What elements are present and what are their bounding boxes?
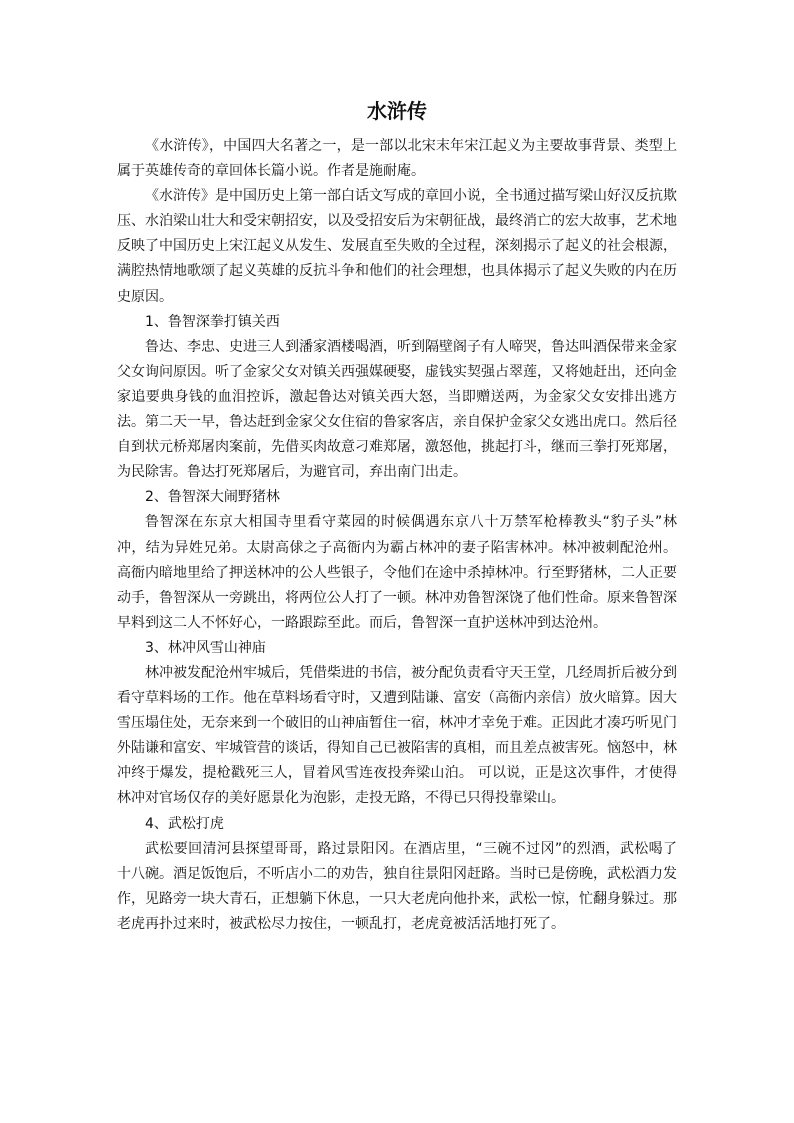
document-body [117, 134, 677, 937]
section-heading-3: 3、林冲风雪山神庙 [145, 639, 266, 656]
section-body-2: 鲁智深在东京大相国寺里看守菜园的时候偶遇东京八十万禁军枪棒教头“豹子头”林冲，结为异姓兄弟。太尉高俅之子高衙内为霸占林冲的妻子陷害林冲。林冲被刺配沧州。 高衙内暗地里给了押送林冲的公人些银子，令他们在途中杀掉林冲。行至野猪林，二人正要动手，鲁智深从一旁跳出，将两位公人打了一顿。林冲劝鲁智深饶了他们性命。原来鲁智深早料到这二人不怀好心，一路跟踪至此。而后，鲁智深一直护送林冲到达沧州。 [117, 514, 677, 631]
section-heading-4: 4、武松打虎 [145, 815, 224, 832]
document-title: 水浒传 [367, 99, 427, 123]
section-heading-1: 1、鲁智深拳打镇关西 [145, 313, 280, 330]
section-body-1: 鲁达、李忠、史进三人到潘家酒楼喝酒，听到隔壁阁子有人啼哭，鲁达叫酒保带来金家父女询问原因。听了金家父女对镇关西强媒硬娶，虚钱实契强占翠莲，又将她赶出，还向金家追要典身钱的血泪控诉，激起鲁达对镇关西大怒，当即赠送两，为金家父女安排出逃方法。第二天一早，鲁达赶到金家父女住宿的鲁家客店，亲自保护金家父女逃出虎口。然后径自到状元桥郑屠肉案前，先借买肉故意刁难郑屠，激怒他，挑起打斗，继而三拳打死郑屠，为民除害。鲁达打死郑屠后，为避官司，弃出南门出走。 [117, 338, 677, 481]
intro-paragraph-1: 《水浒传》，中国四大名著之一，是一部以北宋末年宋江起义为主要故事背景、类型上属于英雄传奇的章回体长篇小说。作者是施耐庵。 [117, 138, 677, 180]
section-body-4: 武松要回清河县探望哥哥，路过景阳冈。在酒店里，“三碗不过冈”的烈酒，武松喝了十八碗。酒足饭饱后，不听店小二的劝告，独自往景阳冈赶路。当时已是傍晚，武松酒力发作，见路旁一块大青石，正想躺下休息，一只大老虎向他扑来，武松一惊，忙翻身躲过。那老虎再扑过来时，被武松尽力按住，一顿乱打，老虎竟被活活地打死了。 [117, 840, 677, 932]
intro-paragraph-2: 《水浒传》是中国历史上第一部白话文写成的章回小说，全书通过描写梁山好汉反抗欺压、水泊梁山壮大和受宋朝招安，以及受招安后为宋朝征战，最终消亡的宏大故事，艺术地反映了中国历史上宋江起义从发生、发展直至失败的全过程，深刻揭示了起义的社会根源，满腔热情地歌颂了起义英雄的反抗斗争和他们的社会理想，也具体揭示了起义失败的内在历史原因。 [117, 188, 677, 305]
section-body-3: 林冲被发配沧州牢城后，凭借柴进的书信，被分配负责看守天王堂，几经周折后被分到看守草料场的工作。他在草料场看守时，又遭到陆谦、富安（高衙内亲信）放火暗算。因大雪压塌住处，无奈来到一个破旧的山神庙暂住一宿，林冲才幸免于难。正因此才凑巧听见门外陆谦和富安、牢城管营的谈话，得知自己已被陷害的真相，而且差点被害死。恼怒中，林冲终于爆发，提枪戳死三人，冒着风雪连夜投奔梁山泊。 可以说，正是这次事件，才使得林冲对官场仅存的美好愿景化为泡影，走投无路，不得已只得投靠梁山。 [117, 664, 677, 807]
section-heading-2: 2、鲁智深大闹野猪林 [145, 489, 280, 506]
